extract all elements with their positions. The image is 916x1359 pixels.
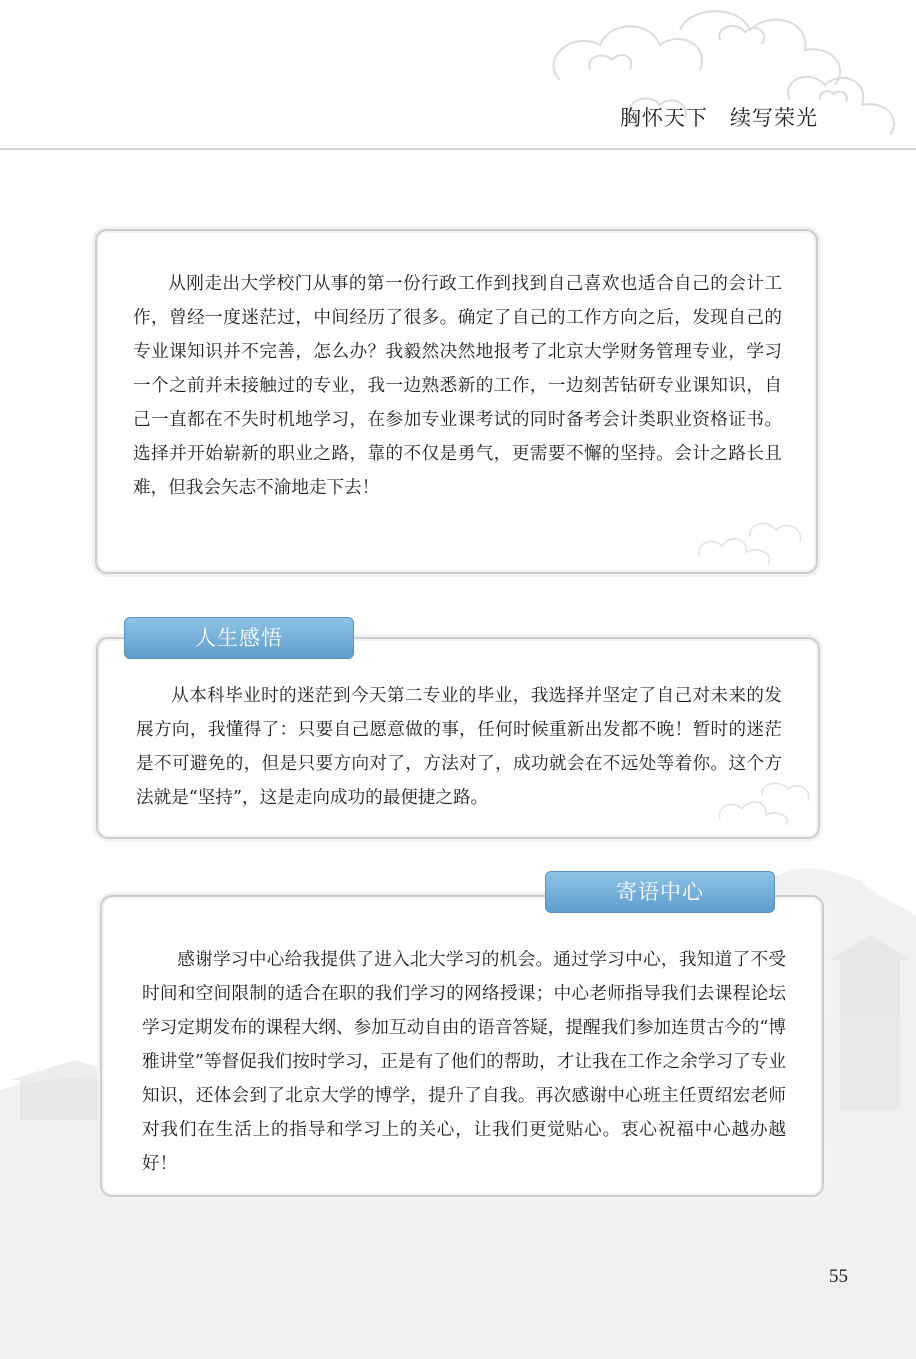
section-tab-reflection: 人生感悟 [124, 617, 354, 659]
section-tab-message: 寄语中心 [545, 871, 775, 913]
cloud-pattern-panel-corner [712, 771, 812, 827]
running-header-title: 胸怀天下 续写荣光 [620, 106, 818, 130]
reflection-panel [96, 637, 820, 839]
message-panel [100, 895, 824, 1197]
header-divider [0, 148, 916, 150]
cloud-pattern-panel-corner [690, 506, 810, 566]
message-paragraph: 感谢学习中心给我提供了进入北大学习的机会。通过学习中心，我知道了不受时间和空间限制的适合在职的我们学习的网络授课；中心老师指导我们去课程论坛学习定期发布的课程大纲、参加互动自由的语音答疑，提醒我们参加连贯古今的“博雅讲堂”等督促我们按时学习，正是有了他们的帮助，才让我在工作之余学习了专业知识，还体会到了北京大学的博学，提升了自我。再次感谢中心班主任贾绍宏老师对我们在生活上的指导和学习上的关心，让我们更觉贴心。衷心祝福中心越办越好！ [142, 950, 786, 1174]
story-paragraph: 从刚走出大学校门从事的第一份行政工作到找到自己喜欢也适合自己的会计工作，曾经一度迷茫过，中间经历了很多。确定了自己的工作方向之后，发现自己的专业课知识并不完善，怎么办？我毅然决然地报考了北京大学财务管理专业，学习一个之前并未接触过的专业，我一边熟悉新的工作，一边刻苦钻研专业课知识，自己一直都在不失时机地学习，在参加专业课考试的同时备考会计类职业资格证书。选择并开始崭新的职业之路，靠的不仅是勇气，更需要不懈的坚持。会计之路长且难，但我会矢志不渝地走下去！ [133, 274, 782, 498]
page-number: 55 [829, 1266, 848, 1287]
story-panel [95, 229, 818, 574]
reflection-paragraph: 从本科毕业时的迷茫到今天第二专业的毕业，我选择并坚定了自己对未来的发展方向，我懂得了：只要自己愿意做的事，任何时候重新出发都不晚！暂时的迷茫是不可避免的，但是只要方向对了，方法对了，成功就会在不远处等着你。这个方法就是“坚持”，这是走向成功的最便捷之路。 [136, 686, 782, 808]
